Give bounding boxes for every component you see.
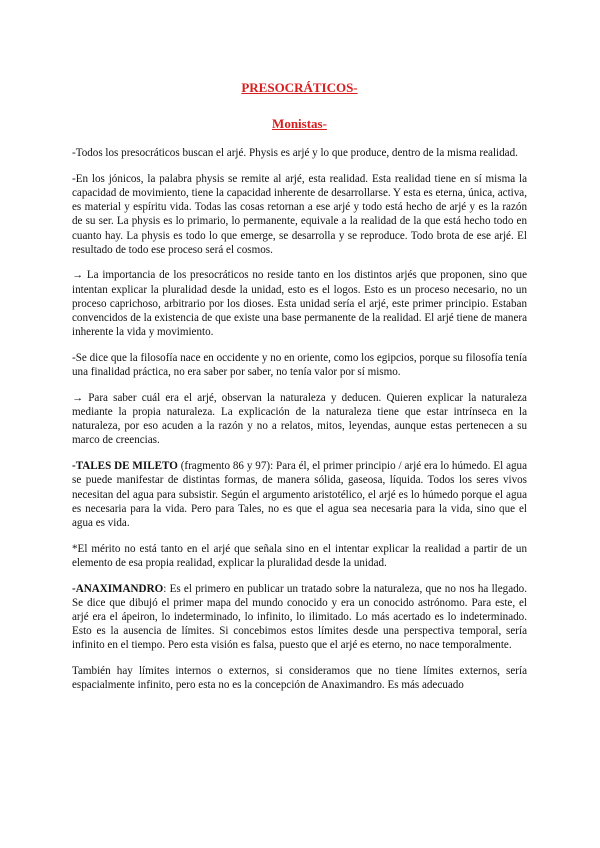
paragraph-text: También hay límites internos o externos, si consideramos que no tiene límites externos, sería espacialmente infinito, pero esta no es la concepción de Anaximandro. Es más adecuado bbox=[72, 665, 527, 692]
paragraph-text: -En los jónicos, la palabra physis se remite al arjé, esta realidad. Esta realidad tiene en sí misma la capacidad de movimiento, tiene la capacidad inherente de desarrollarse. Y esta es eterna, única, activa, es material y espíritu vida. Todas las cosas retornan a ese arjé y todo está hecho de arjé y es la razón de su ser. La physis es lo primario, lo permanente, equivale a la realidad de la que está hecho todo en cuanto hay. La physis es todo lo que emerge, se desarrolla y se reproduce. Todo brota de ese arjé. El resultado de todo ese proceso será el cosmos. bbox=[72, 172, 527, 256]
paragraph-1 bbox=[72, 146, 527, 160]
paragraph-text: : Es el primero en publicar un tratado sobre la naturaleza, que no nos ha llegado. Se dice que dibujó el primer mapa del mundo conocido y era un conocido astrónomo. Para este, el arjé era el ápeiron, lo indeterminado, lo infinito, lo ilimitado. Lo más acertado es lo indeterminado. Esto es la ausencia de límites. Si concebimos estos límites desde una perspectiva temporal, sería infinito en el tiempo. Pero esta visión es falsa, puesto que el arjé es eterno, no nace temporalmente. bbox=[72, 582, 527, 652]
paragraph-tales bbox=[72, 459, 527, 530]
paragraph-7 bbox=[72, 542, 527, 570]
document-page bbox=[72, 80, 527, 704]
anaximandro-heading: -ANAXIMANDRO bbox=[72, 582, 164, 595]
paragraph-text: -Todos los presocráticos buscan el arjé. Physis es arjé y lo que produce, dentro de la misma realidad. bbox=[72, 147, 518, 159]
tales-heading: -TALES DE MILETO bbox=[72, 460, 178, 473]
paragraph-9 bbox=[72, 664, 527, 692]
page-title: PRESOCRÁTICOS- bbox=[241, 80, 358, 95]
paragraph-text: *El mérito no está tanto en el arjé que señala sino en el intentar explicar la realidad a partir de un elemento de esa propia realidad, explicar la pluralidad desde la unidad. bbox=[72, 542, 527, 569]
paragraph-text: → La importancia de los presocráticos no reside tanto en los distintos arjés que proponen, sino que intentan explicar la pluralidad desde la unidad, esto es el logos. Esto es un proceso necesario, no un proceso caprichoso, arbitrario por los dioses. Esta unidad sería el arjé, este primer principio. Estaban convencidos de la existencia de que existe una base permanente de la realidad. El arjé tiene de manera inherente la vida y movimiento. bbox=[72, 269, 527, 339]
paragraph-text: -Se dice que la filosofía nace en occidente y no en oriente, como los egipcios, porque su filosofía tenía una finalidad práctica, no era saber por saber, no tenía valor por sí mismo. bbox=[72, 351, 527, 379]
paragraph-text: (fragmento 86 y 97): Para él, el primer principio / arjé era lo húmedo. El agua se puede manifestar de distintas formas, de manera sólida, gaseosa, líquida. Todos los seres vivos necesitan del agua para subsistir. Según el argumento aristotélico, el arjé es lo húmedo porque el agua es necesaria para la vida. Pero para Tales, no es que el agua sea necesaria para la vida, sino que el agua es vida. bbox=[72, 460, 528, 529]
paragraph-2 bbox=[72, 172, 527, 257]
paragraph-3 bbox=[72, 268, 527, 339]
paragraph-4 bbox=[72, 351, 527, 379]
section-subtitle: Monistas- bbox=[272, 116, 327, 131]
paragraph-5 bbox=[72, 391, 527, 448]
paragraph-anaximandro bbox=[72, 582, 527, 653]
paragraph-text: → Para saber cuál era el arjé, observan la naturaleza y deducen. Quieren explicar la naturaleza mediante la propia naturaleza. La explicación de la naturaleza tiene que estar intrínseca en la naturaleza, por eso acuden a la razón y no a relatos, mitos, leyendas, aunque estas pertenecen a su marco de creencias. bbox=[72, 391, 527, 447]
